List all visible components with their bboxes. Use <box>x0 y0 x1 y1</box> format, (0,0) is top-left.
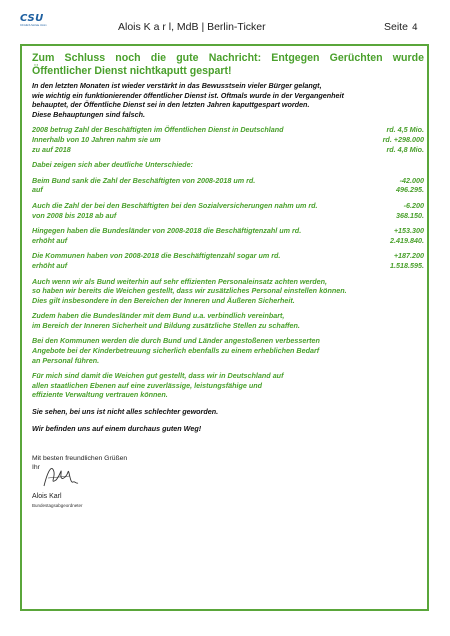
article-body <box>32 52 424 433</box>
paragraph-line: allen staatlichen Ebenen auf eine zuverlässige, leistungsfähige und <box>32 380 263 390</box>
intro-paragraph <box>32 81 424 119</box>
article-headline: Zum Schluss noch die gute Nachricht: Entgegen Gerüchten wurde Öffentlicher Dienst nichtkaputt gespart! <box>32 52 424 77</box>
paragraph-line: Auch wenn wir als Bund weiterhin auf sehr effizienten Personaleinsatz achten werden, <box>32 276 328 286</box>
stat-row <box>32 251 424 261</box>
para-laender <box>32 311 424 330</box>
stat-label: Auch die Zahl der bei den Beschäftigten bei den Sozialversicherungen nahm um rd. <box>32 200 318 210</box>
stat-value: 368.150. <box>396 210 424 220</box>
closing-line-1: Sie sehen, bei uns ist nicht alles schlechter geworden. <box>32 407 219 417</box>
stat-value: 496.295. <box>396 185 424 195</box>
greeting-ihr: Ihr <box>32 464 40 471</box>
paragraph-line: Bei den Kommunen werden die durch Bund und Länder angestoßenen verbesserten <box>32 336 320 346</box>
stat-value: 2.419.840. <box>390 235 424 245</box>
page-header <box>0 0 450 42</box>
greeting: Mit besten freundlichen Grüßen <box>32 455 128 462</box>
stat-value: +187.200 <box>393 251 424 261</box>
paragraph-line: Dies gilt insbesondere in den Bereichen der Inneren und Äußeren Sicherheit. <box>32 295 295 305</box>
stat-row <box>32 135 424 145</box>
stat-value: rd. +298.000 <box>382 134 424 144</box>
stat-value: -6.200 <box>403 200 424 210</box>
kommunen-block <box>32 251 424 270</box>
page-indicator <box>384 21 418 33</box>
intro-line: Diese Behauptungen sind falsch. <box>32 109 146 119</box>
page-label: Seite <box>384 21 408 33</box>
paragraph-line: im Bereich der Inneren Sicherheit und Bildung zusätzliche Stellen zu schaffen. <box>32 320 300 330</box>
stat-row <box>32 125 424 135</box>
sozial-block <box>32 201 424 220</box>
stat-label: von 2008 bis 2018 ab auf <box>32 210 117 220</box>
stats-block <box>32 125 424 154</box>
page-number: 4 <box>411 23 418 33</box>
stat-value: +153.300 <box>393 226 424 236</box>
stat-row <box>32 185 424 195</box>
stat-row <box>32 176 424 186</box>
intro-line: wie wichtig ein funktionierender öffentlicher Dienst ist. Oftmals wurde in der Vergangenheit <box>32 90 344 100</box>
intro-line: In den letzten Monaten ist wieder verstärkt in das Bewusstsein vieler Bürger gelangt, <box>32 81 322 90</box>
paragraph-line: Zudem haben die Bundesländer mit dem Bund u.a. verbindlich vereinbart, <box>32 311 285 321</box>
stat-row <box>32 261 424 271</box>
stat-value: 1.518.595. <box>390 260 424 270</box>
paragraph-line: Für mich sind damit die Weichen gut gestellt, dass wir in Deutschland auf <box>32 371 284 381</box>
handwritten-signature <box>40 460 80 492</box>
para-weichen <box>32 371 424 400</box>
logo-text: CSU <box>20 13 44 24</box>
csu-logo <box>20 14 54 32</box>
bund-block <box>32 176 424 195</box>
newsletter-title: Alois K a r l, MdB | Berlin-Ticker <box>118 21 266 33</box>
para-bund <box>32 277 424 306</box>
stat-row <box>32 201 424 211</box>
stat-label: Innerhalb von 10 Jahren nahm sie um <box>32 134 161 144</box>
logo-tagline: Christlich-Soziale Union <box>20 24 47 27</box>
stat-value: rd. 4,5 Mio. <box>386 125 424 135</box>
stat-row <box>32 236 424 246</box>
stat-label: auf <box>32 185 43 195</box>
signer-name: Alois Karl <box>32 493 62 500</box>
stat-label: Hingegen haben die Bundesländer von 2008-2018 die Beschäftigtenzahl um rd. <box>32 226 302 236</box>
stat-label: Beim Bund sank die Zahl der Beschäftigten von 2008-2018 um rd. <box>32 175 256 185</box>
paragraph-line: Angebote bei der Kinderbetreuung sicherlich ebenfalls zu einem erheblichen Bedarf <box>32 346 320 356</box>
stat-value: rd. 4,8 Mio. <box>386 144 424 154</box>
stat-label: erhöht auf <box>32 260 68 270</box>
stat-label: 2008 betrug Zahl der Beschäftigten im Öffentlichen Dienst in Deutschland <box>32 125 284 135</box>
laender-block <box>32 226 424 245</box>
signer-role: Bundestagsabgeordneter <box>32 503 83 508</box>
stat-label: Die Kommunen haben von 2008-2018 die Beschäftigtenzahl sogar um rd. <box>32 251 281 261</box>
paragraph-line: so haben wir bereits die Weichen gestellt, dass wir zusätzliches Personal einstellen können. <box>32 286 347 296</box>
intro-line: behauptet, der Öffentliche Dienst sei in den letzten Jahren kaputtgespart worden. <box>32 100 310 110</box>
paragraph-line: an Personal führen. <box>32 355 100 365</box>
stat-row <box>32 145 424 155</box>
stat-label: erhöht auf <box>32 235 68 245</box>
differences-intro: Dabei zeigen sich aber deutliche Unterschiede: <box>32 160 193 170</box>
stat-label: zu auf 2018 <box>32 144 71 154</box>
closing-line-2: Wir befinden uns auf einem durchaus guten Weg! <box>32 423 202 433</box>
paragraph-line: effiziente Verwaltung vertrauen können. <box>32 390 168 400</box>
stat-value: -42.000 <box>399 175 424 185</box>
para-kommunen <box>32 336 424 365</box>
stat-row <box>32 226 424 236</box>
stat-row <box>32 211 424 221</box>
